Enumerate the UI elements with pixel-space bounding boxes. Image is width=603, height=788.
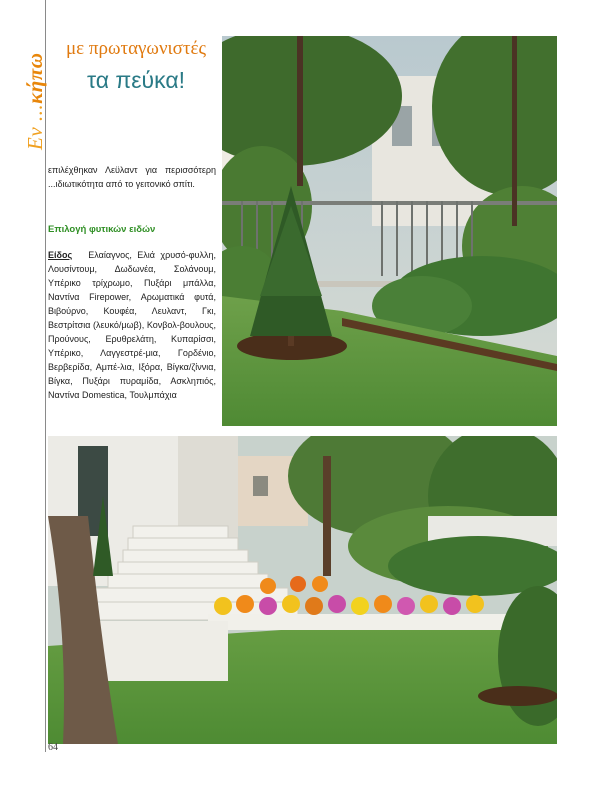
page-number: 64 xyxy=(48,742,58,753)
intro-paragraph: επιλέχθηκαν Λεϋλαντ για περισσότερη ...ιδιωτικότητα από το γειτονικό σπίτι. xyxy=(48,165,216,189)
garden-steps-flowerbed-photo xyxy=(48,436,557,744)
species-list: Ελαίαγνος, Ελιά χρυσό-φυλλη, Λουσίντουμ, Δωδωνέα, Σολάνουμ, Υπέρικο τρίχρωμο, Πυξάρι μπάλλα, Ναντίνα Firepower, Αρωματικά φυτά, Βιβούρνο, Κουφέα, Λευλαντ, Γκι, Βεστρίτσια (λευκό/μωβ), Κονβολ-βουλους, Πρoύνους, Ερυθρελάτη, Κυπαρίσσι, Υπέρικο, Λαγγεστρέ-μια, Γορδένιο, Βερβερίδα, Αμπέ-λια, Ιξόρα, Βίγκα/ζίννια, Βίγκα, Πυξάρι πυραμίδα, Ασκληπιός, Ναντίνα Domestica, Τουλμπάχια xyxy=(48,250,216,400)
garden-pine-fence-photo xyxy=(222,36,557,426)
species-paragraph xyxy=(48,248,216,402)
title-line-1: με πρωταγωνιστές xyxy=(65,38,207,59)
species-subheading: Επιλογή φυτικών ειδών xyxy=(48,224,156,235)
section-label-main: κήπω xyxy=(23,52,47,104)
species-term: Είδος xyxy=(48,250,73,260)
title-line-2: τα πεύκα! xyxy=(86,67,186,93)
section-label xyxy=(23,53,48,150)
section-label-lead: Εν ... xyxy=(23,103,47,150)
